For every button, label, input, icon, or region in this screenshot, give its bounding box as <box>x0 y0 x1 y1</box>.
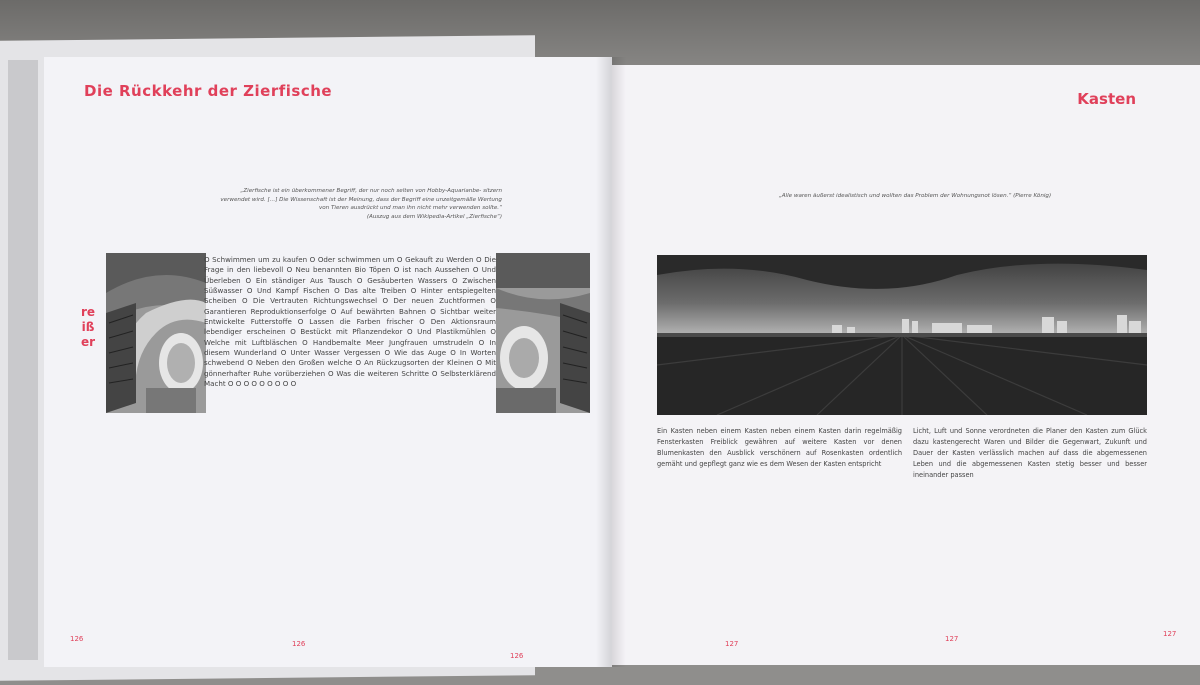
landscape-photo <box>657 255 1147 415</box>
page-number: 126 <box>292 640 306 648</box>
left-page-title: Die Rückkehr der Zierfische <box>84 82 333 100</box>
page-number: 126 <box>70 635 84 643</box>
quote-text: „Zierfische ist ein überkommener Begriff, der nur noch selten von Hobby-Aquarianbe- sitzern verwendet wird. […] Die Wissenschaft ist der Meinung, dass der Begriff eine unzeitgemäße Wertung von Tieren ausdrückt und man ihn nicht mehr verwenden sollte.“ <box>220 188 502 212</box>
page-number: 127 <box>1163 630 1177 638</box>
book-gutter <box>596 57 626 667</box>
quote-source: (Auszug aus dem Wikipedia-Artikel „Zierfische“) <box>366 213 502 220</box>
text-column-right: Licht, Luft und Sonne verordneten die Planer den Kasten zum Glück dazu kastengerecht Waren und Bilder die Gegenwart, Zukunft und Dauer der Kasten verlässlich machen auf dass die abgemessenen Leben und die abgemessenen Kasten stetig besser und besser ineinander passen <box>913 427 1147 480</box>
right-page-title: Kasten <box>1077 90 1136 108</box>
left-page-quote <box>210 187 502 222</box>
poem-text: O Schwimmen um zu kaufen O Oder schwimmen um O Gekauft zu Werden O Die Frage in den liebevoll O Neu benannten Bio Töpen O ist nach Aussehen O Und Überleben O Ein ständiger Aus Tausch O Gesäuberten Wassers O Zwischen Süßwasser O Und Kampf Fischen O Das alte Treiben O Hinter entspiegelten Scheiben O Die Vertrauten Richtungswechsel O Der neuen Zuchtformen O Garantieren Reproduktionserfolge O Auf bewährten Bahnen O Sichtbar weiter Entwickelte Futterstoffe O Lassen die Farben frischer O Den Aktionsraum lebendiger erscheinen O Bestückt mit Pflanzendekor O Und Plastikmühlen O Welche mit Luftbläschen O Handbemalte Meer Jungfrauen umstrudeln O In diesem Wunderland O Unter Wasser Vergessen O Wie das Auge O In Worten schwebend O Neben den Großen welche O An Rückzugsorten der Kleinen O Mit gönnerhafter Ruhe vorüberziehen O Was die weiteren Schritte O Selbsterklärend Macht O O O O O O O O O <box>204 255 496 389</box>
right-page-quote: „Alle waren äußerst idealistisch und wollten das Problem der Wohnungsnot lösen.“ (Pierre König) <box>778 193 1052 199</box>
library-photo-right <box>496 253 590 413</box>
book-cover-edge <box>8 60 38 660</box>
vertical-word: reißer <box>80 305 96 349</box>
page-number: 126 <box>510 652 524 660</box>
text-column-left: Ein Kasten neben einem Kasten neben einem Kasten darin regelmäßig Fensterkasten Freiblick gewähren auf weitere Kasten vor denen Blumenkasten den Ausblick verschönern auf Rosenkasten ordentlich gemäht und gepflegt ganz wie es dem Wesen der Kasten entspricht <box>657 427 902 469</box>
page-number: 127 <box>945 635 959 643</box>
library-photo-left <box>106 253 206 413</box>
page-number: 127 <box>725 640 739 648</box>
